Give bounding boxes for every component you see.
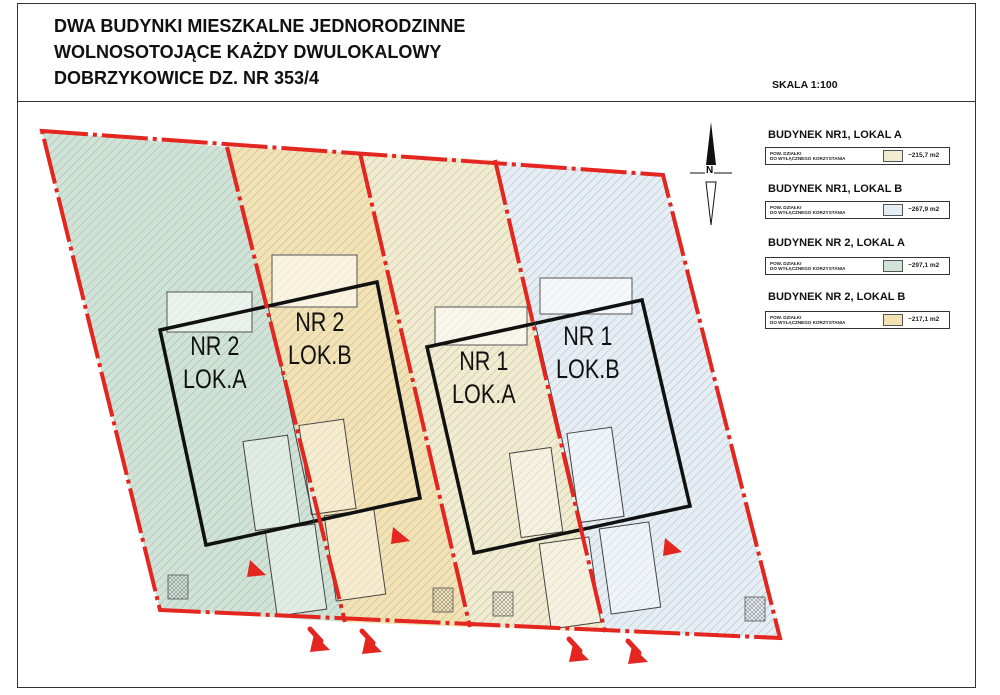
legend-value: ~267,9 m2: [908, 206, 940, 213]
legend-item: [765, 147, 950, 165]
legend-item: [765, 201, 950, 219]
legend-label: [770, 205, 845, 215]
legend-item: [765, 311, 950, 329]
legend-swatch: [883, 150, 903, 162]
title-line-2: WOLNOSOTOJĄCE KAŻDY DWULOKALOWY: [54, 42, 442, 62]
unit-label-line: LOK.B: [288, 340, 352, 370]
legend-item: [765, 257, 950, 275]
unit-label-line: NR 1: [459, 346, 509, 376]
legend-label: [770, 151, 845, 161]
legend-label-line: DO WYŁĄCZNEGO KORZYSTANIA: [770, 210, 846, 215]
unit-label-line: NR 2: [295, 307, 345, 337]
legend-swatch: [883, 260, 903, 272]
legend-title: BUDYNEK NR1, LOKAL A: [768, 129, 902, 141]
legend-value: ~217,1 m2: [908, 316, 940, 323]
legend-title: BUDYNEK NR1, LOKAL B: [768, 183, 903, 195]
legend-value: ~215,7 m2: [908, 152, 940, 159]
unit-label-line: LOK.B: [556, 354, 620, 384]
unit-label-line: NR 1: [563, 321, 613, 351]
unit-label-nr2-lok-a: [183, 330, 247, 396]
unit-label-nr1-lok-a: [452, 345, 516, 411]
legend-label-line: DO WYŁĄCZNEGO KORZYSTANIA: [770, 156, 846, 161]
legend-label-line: DO WYŁĄCZNEGO KORZYSTANIA: [770, 266, 846, 271]
unit-label-line: NR 2: [190, 331, 240, 361]
legend-label: [770, 315, 845, 325]
unit-label-line: LOK.A: [183, 364, 247, 394]
scale-label: SKALA 1:100: [772, 79, 838, 91]
legend-title: BUDYNEK NR 2, LOKAL B: [768, 291, 906, 303]
title-line-1: DWA BUDYNKI MIESZKALNE JEDNORODZINNE: [54, 16, 466, 36]
legend-label-line: POW. DZIAŁKI: [770, 205, 802, 210]
legend-label: [770, 261, 845, 271]
legend-label-line: DO WYŁĄCZNEGO KORZYSTANIA: [770, 320, 846, 325]
legend-value: ~297,1 m2: [908, 262, 940, 269]
title-line-3: DOBRZYKOWICE DZ. NR 353/4: [54, 68, 320, 88]
unit-label-line: LOK.A: [452, 379, 516, 409]
north-label: N: [706, 165, 714, 176]
legend-label-line: POW. DZIAŁKI: [770, 151, 802, 156]
unit-label-nr2-lok-b: [288, 306, 352, 372]
unit-label-nr1-lok-b: [556, 320, 620, 386]
legend-swatch: [883, 314, 903, 326]
legend-label-line: POW. DZIAŁKI: [770, 261, 802, 266]
legend-title: BUDYNEK NR 2, LOKAL A: [768, 237, 905, 249]
legend-swatch: [883, 204, 903, 216]
legend-label-line: POW. DZIAŁKI: [770, 315, 802, 320]
